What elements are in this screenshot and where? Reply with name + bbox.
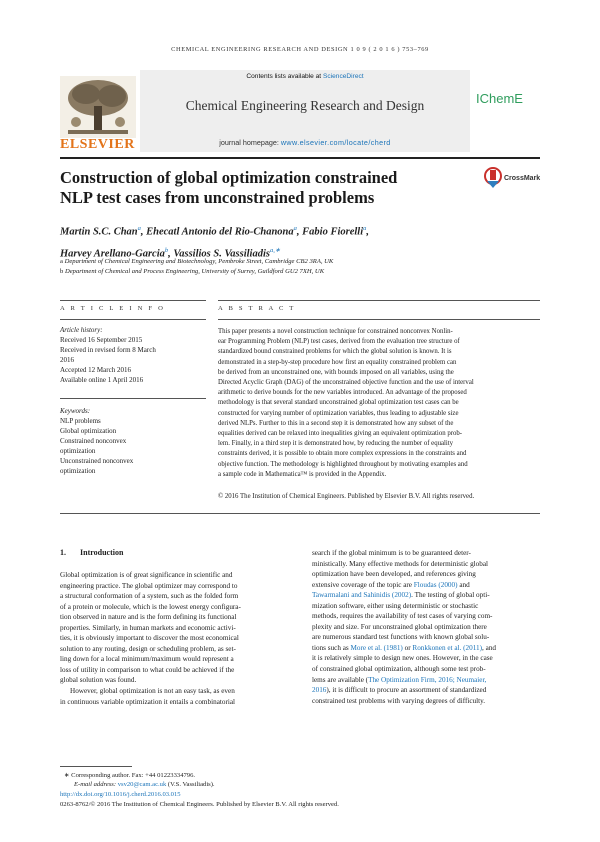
text-run: ), it is difficult to procure an assortment of standardized — [326, 686, 487, 695]
issn-copyright: 0263-8762/© 2016 The Institution of Chemical Engineers. Published by Elsevier B.V. All rights reserved. — [60, 801, 339, 808]
journal-title: Chemical Engineering Research and Design — [185, 98, 425, 113]
affiliation-b — [60, 268, 540, 275]
article-info-rule — [60, 300, 206, 301]
author-name[interactable]: Harvey Arellano-Garcia — [60, 248, 165, 259]
abstract-line: constraints derived, it is possible to obtain more complex expressions in the constraints and — [218, 450, 467, 458]
body-line: ling down for a local minimum/maximum would represent a — [60, 655, 234, 664]
body-line: engineering practice. The global optimizer may correspond to — [60, 581, 238, 590]
section-heading — [60, 548, 123, 557]
history-item: Available online 1 April 2016 — [60, 376, 144, 384]
abstract-rule-2 — [218, 319, 540, 320]
body-line: of a protein or molecule, which is the lowest energy configura- — [60, 602, 241, 611]
affiliation-text: Department of Chemical and Process Engineering, University of Surrey, Guildford GU2 7XH, UK — [64, 268, 325, 275]
affiliation-a — [60, 258, 540, 265]
abstract-line: equalities derived can be relaxed into inequalities giving an equivalent optimization prob- — [218, 430, 463, 438]
abstract-line: Directed Acyclic Graph (DAG) of the unconstrained objective function and the use of interval — [218, 379, 474, 387]
abstract-body — [218, 327, 540, 480]
author-list — [60, 220, 530, 263]
email-label: E-mail address: — [74, 781, 118, 788]
history-item: Received 16 September 2015 — [60, 336, 143, 344]
sciencedirect-link[interactable]: ScienceDirect — [322, 73, 364, 80]
body-line: it is relatively simple to design new ones. However, in the case — [312, 654, 493, 663]
abstract-copyright: © 2016 The Institution of Chemical Engineers. Published by Elsevier B.V. All rights reserved. — [218, 493, 475, 500]
affiliation-mark: a — [60, 258, 63, 265]
keyword: optimization — [60, 447, 96, 455]
body-line: However, global optimization is not an easy task, as even — [70, 687, 235, 696]
keyword: Global optimization — [60, 427, 117, 435]
body-line: optimization have been developed, and references giving — [312, 570, 476, 579]
abstract-line: objective function. The methodology is highlighted throughout by motivating examples and — [218, 460, 468, 468]
author-name[interactable]: Vassilios S. Vassiliadis — [173, 248, 270, 259]
abstract-heading: A B S T R A C T — [218, 305, 296, 312]
abstract-line: demonstrated in a step-by-step procedure how first an equality constrained problem can — [218, 358, 457, 366]
keyword: optimization — [60, 467, 96, 475]
elsevier-tree-logo — [60, 76, 136, 138]
body-line: loss of utility in comparison to what could be achieved if the — [60, 665, 235, 674]
article-info-heading: A R T I C L E I N F O — [60, 305, 166, 312]
abstract-line: be derived from an unconstrained one, with bounds imposed on all variables, using the — [218, 368, 454, 376]
citation-link[interactable]: 2016 — [312, 686, 327, 695]
citation-link[interactable]: More et al. (1981) — [350, 643, 403, 652]
body-line: ministically. Many effective methods for deterministic global — [312, 559, 489, 568]
text-run: lems are available ( — [312, 675, 369, 684]
body-line: solution to any routing, design or scheduling problem, as set- — [60, 644, 236, 653]
crossmark-label[interactable]: CrossMark — [504, 175, 541, 182]
email-link[interactable]: vsv20@cam.ac.uk — [117, 781, 167, 788]
affiliation-mark: b — [60, 268, 64, 275]
history-item: 2016 — [60, 356, 74, 364]
citation-link[interactable]: Floudas (2000) — [413, 580, 458, 589]
keyword: Constrained nonconvex — [60, 437, 127, 445]
journal-running-head: CHEMICAL ENGINEERING RESEARCH AND DESIGN 1 0 9 ( 2 0 1 6 ) 753–769 — [171, 46, 429, 53]
abstract-line: methodology is that several standard unconstrained global optimization test cases can be — [218, 399, 459, 407]
article-info-rule-2 — [60, 319, 206, 320]
abstract-line: derived NLPs. Further to this in a second step it is demonstrated how any subset of the — [218, 419, 454, 427]
body-line: plexity and size. For unconstrained global optimization there — [312, 622, 487, 631]
body-line: global solution was found. — [60, 676, 137, 685]
body-line: tion observed in nature and is the form defining its functional — [60, 613, 237, 622]
journal-homepage — [140, 138, 470, 147]
body-line: properties. Similarly, in human markets and economic activi- — [60, 623, 236, 632]
footnote-rule — [60, 766, 132, 767]
crossmark-icon[interactable] — [484, 167, 502, 189]
body-line: ties, it is obviously important to discover the most economical — [60, 634, 239, 643]
right-column — [312, 548, 540, 706]
author-line-2: Harvey Arellano-Garcia$^b$, Vassilios S. Vassiliadis$^{a,∗}$ — [60, 246, 281, 259]
keywords-label: Keywords: — [60, 407, 91, 415]
abstract-line: standardized bound constrained problems for which the global solution is known. It is — [218, 348, 452, 356]
text-run: tions such as — [312, 643, 351, 652]
author-name[interactable]: Martin S.C. Chan — [60, 226, 138, 238]
author-line-1: Martin S.C. Chan$^a$, Ehecatl Antonio del Rio-Chanona$^a$, Fabio Fiorelli$^a$, — [60, 225, 369, 238]
abstract-line: lem. Finally, in a third step it is demonstrated how, by reducing the number of equality — [218, 440, 454, 448]
body-line — [312, 685, 540, 696]
abstract-line: This paper presents a novel construction technique for constrained nonconvex Nonlin- — [218, 328, 453, 335]
article-title — [60, 168, 460, 208]
body-line: mization software, either using deterministic or stochastic — [312, 601, 479, 610]
citation-link[interactable]: Ronkkonen et al. (2011) — [412, 643, 483, 652]
section-title: Introduction — [80, 548, 124, 557]
keyword: NLP problems — [60, 417, 101, 425]
body-line: constrained test problems with varying degrees of difficulty. — [312, 696, 486, 705]
history-label: Article history: — [60, 326, 103, 334]
doi-link — [60, 791, 181, 798]
contents-line — [140, 73, 470, 80]
doi-url[interactable]: http://dx.doi.org/10.1016/j.cherd.2016.03.015 — [60, 791, 181, 798]
author-sup: a — [137, 225, 141, 232]
publisher-name: ELSEVIER — [60, 137, 135, 152]
body-line — [312, 590, 540, 601]
text-run: and — [457, 580, 470, 589]
contents-prefix: Contents lists available at — [246, 73, 323, 80]
author-sup: a — [363, 225, 367, 232]
icheme-logo: IChemE — [476, 91, 523, 106]
body-line: search if the global minimum is to be guaranteed deter- — [312, 549, 471, 557]
author-sup: a,∗ — [269, 246, 281, 254]
abstract-rule — [218, 300, 540, 301]
citation-link[interactable]: Tawarmalani and Sahinidis (2002) — [312, 591, 412, 600]
text-run: extensive coverage of the topic are — [312, 580, 414, 589]
author-sup: b — [164, 246, 169, 254]
corresponding-author-note: ∗ Corresponding author. Fax: +44 01223334796. — [64, 772, 196, 779]
abstract-bottom-rule — [60, 513, 540, 514]
body-line: methods, requires the availability of test cases of varying com- — [312, 612, 493, 621]
body-line — [312, 675, 540, 686]
email-note — [74, 781, 215, 788]
abstract-line: a sample code in Mathematica™ is provided in the Appendix. — [218, 470, 387, 478]
abstract-line: arithmetic to derive bounds for the new variables introduced. An advantage of the proposed — [218, 389, 467, 397]
title-line-2: NLP test cases from unconstrained problems — [60, 188, 375, 207]
history-item: Received in revised form 8 March — [60, 346, 156, 354]
text-run: . The testing of global opti- — [411, 591, 490, 600]
author-name[interactable]: Ehecatl Antonio del Rio-Chanona — [146, 226, 294, 238]
homepage-link[interactable]: www.elsevier.com/locate/cherd — [280, 138, 391, 147]
body-line: of constrained global optimization, although some test prob- — [312, 665, 486, 674]
author-name[interactable]: Fabio Fiorelli — [302, 226, 364, 238]
affiliation-text: Department of Chemical Engineering and Biotechnology, Pembroke Street, Cambridge CB2 3RA, UK — [64, 258, 334, 265]
article-history — [60, 325, 206, 385]
title-line-1: Construction of global optimization constrained — [60, 168, 398, 187]
body-line — [312, 643, 540, 654]
keyword: Unconstrained nonconvex — [60, 457, 134, 465]
left-column — [60, 570, 290, 707]
body-line: are numerous standard test functions with known global solu- — [312, 633, 490, 642]
text-run: , and — [482, 643, 497, 652]
header-rule — [60, 157, 540, 159]
homepage-label: journal homepage: — [219, 138, 281, 147]
abstract-line: constructed for varying number of optimization variables, thus leading to adjustable size — [218, 409, 459, 417]
history-item: Accepted 12 March 2016 — [60, 366, 131, 374]
section-number: 1. — [60, 548, 66, 557]
body-line — [312, 580, 540, 591]
keywords-rule — [60, 398, 206, 399]
body-line: Global optimization is of great significance in scientific and — [60, 571, 233, 579]
abstract-line: ear Programming Problem (NLP) test cases, derived from the evaluation tree structure of — [218, 338, 460, 346]
body-line: in continuous variable optimization it entails a combinatorial — [60, 697, 236, 706]
body-line: a structural conformation of a system, such as the folded form — [60, 592, 239, 601]
author-sup: a — [293, 225, 297, 232]
keywords — [60, 406, 206, 476]
citation-link[interactable]: The Optimization Firm, 2016; Neumaier, — [368, 675, 487, 684]
text-run: or — [402, 643, 413, 652]
email-suffix: (V.S. Vassiliadis). — [166, 781, 215, 788]
